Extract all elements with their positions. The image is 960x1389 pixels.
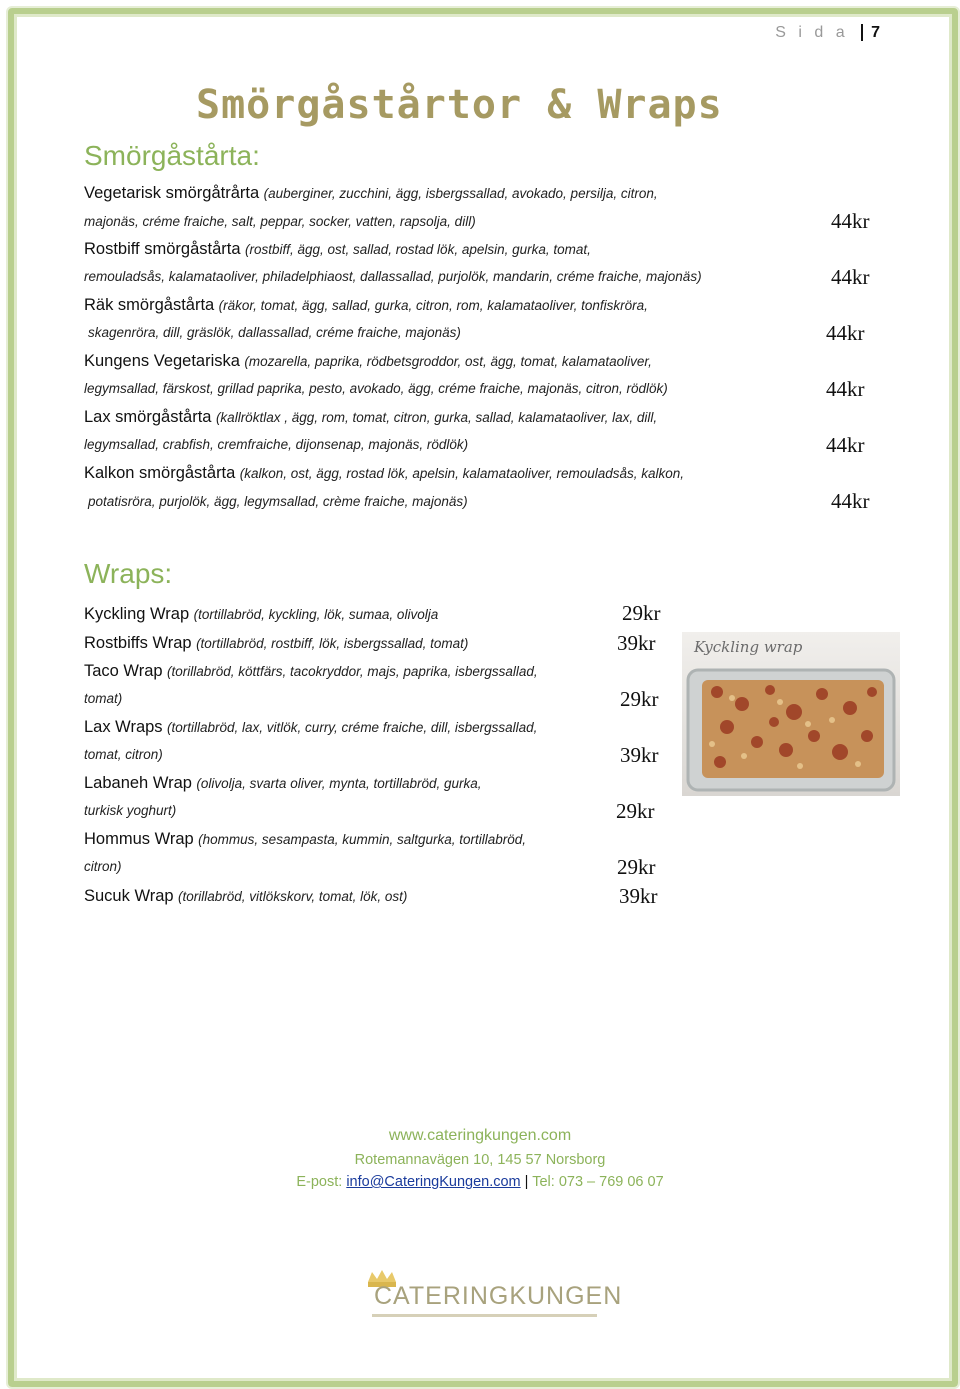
menu-item-desc: (kallröktlax , ägg, rom, tomat, citron, gurka, sallad, kalamataoliver, lax, dill, (215, 410, 658, 425)
menu-item-line (84, 296, 648, 315)
footer-address: Rotemannavägen 10, 145 57 Norsborg (354, 1152, 606, 1168)
menu-item-desc-cont: turkisk yoghurt) (84, 803, 177, 818)
footer-contact (0, 1174, 960, 1190)
menu-item-line (84, 718, 537, 737)
menu-item-price: 44kr (826, 377, 865, 401)
menu-item-line (84, 240, 591, 259)
menu-item-desc: (tortillabröd, rostbiff, lök, isbergssallad, tomat) (196, 636, 469, 651)
wrap-photo-image (682, 632, 900, 796)
page-number-value: 7 (861, 24, 880, 41)
menu-item-desc: (hommus, sesampasta, kummin, saltgurka, tortillabröd, (198, 832, 527, 847)
menu-item-desc: (olivolja, svarta oliver, mynta, tortillabröd, gurka, (196, 776, 482, 791)
menu-item-desc-cont: citron) (84, 859, 122, 874)
menu-item-desc: (räkor, tomat, ägg, sallad, gurka, citron, rom, kalamataoliver, tonfiskröra, (218, 298, 648, 313)
section-title-wraps: Wraps: (84, 558, 173, 589)
menu-item-desc-cont: tomat) (84, 691, 123, 706)
menu-item-name: Kyckling Wrap (84, 605, 190, 623)
menu-item-desc: (mozarella, paprika, rödbetsgroddor, ost, ägg, tomat, kalamataoliver, (244, 354, 652, 369)
menu-item-line (84, 774, 482, 793)
menu-item-name: Kungens Vegetariska (84, 352, 240, 370)
menu-item-line (84, 830, 526, 849)
menu-item-desc-cont: skagenröra, dill, gräslök, dallassallad, créme fraiche, majonäs) (88, 325, 461, 340)
menu-item-price: 29kr (622, 601, 661, 625)
menu-item-line (84, 464, 684, 483)
menu-item-line (84, 887, 407, 906)
menu-item-line (84, 408, 657, 427)
footer-separator: | (524, 1174, 529, 1190)
menu-item-price: 44kr (831, 209, 870, 233)
menu-item-line (84, 634, 468, 653)
menu-item-price: 39kr (620, 743, 659, 767)
menu-item-price: 39kr (617, 631, 656, 655)
section-title-smorgastarta: Smörgåstårta: (84, 140, 260, 171)
footer-phone: Tel: 073 – 769 06 07 (532, 1174, 664, 1190)
menu-item-price: 44kr (831, 489, 870, 513)
menu-item-price: 44kr (831, 265, 870, 289)
menu-item-name: Rostbiff smörgåstårta (84, 240, 241, 258)
menu-item-name: Hommus Wrap (84, 830, 194, 848)
menu-item-price: 44kr (826, 321, 865, 345)
menu-item-desc-cont: remouladsås, kalamataoliver, philadelphiaost, dallassallad, purjolök, mandarin, créme fraiche, majonäs) (84, 269, 702, 284)
menu-item-desc: (rostbiff, ägg, ost, sallad, rostad lök, apelsin, gurka, tomat, (244, 242, 591, 257)
cateringkungen-logo (362, 1268, 623, 1320)
menu-item-desc: (tortillabröd, kyckling, lök, sumaa, olivolja (193, 607, 439, 622)
page-number (775, 24, 880, 42)
kyckling-wrap-photo (682, 632, 900, 796)
menu-item-desc: (torillabröd, vitlökskorv, tomat, lök, ost) (178, 889, 408, 904)
menu-item-line (84, 352, 652, 371)
menu-item-desc: (kalkon, ost, ägg, rostad lök, apelsin, kalamataoliver, remouladsås, kalkon, (239, 466, 685, 481)
menu-item-price: 44kr (826, 433, 865, 457)
menu-item-line (84, 662, 538, 681)
menu-item-name: Lax smörgåstårta (84, 408, 212, 426)
menu-item-desc-cont: tomat, citron) (84, 747, 163, 762)
footer-website: www.cateringkungen.com (388, 1127, 572, 1144)
page-title: Smörgåstårtor & Wraps (196, 82, 723, 128)
logo-text: CATERINGKUNGEN (374, 1282, 623, 1310)
menu-item-desc-cont: legymsallad, färskost, grillad paprika, pesto, avokado, ägg, créme fraiche, majonäs, citron, rödlök) (84, 381, 668, 396)
page-label: S i d a (775, 24, 849, 41)
menu-item-desc: (torillabröd, köttfärs, tacokryddor, majs, paprika, isbergssallad, (167, 664, 538, 679)
menu-item-name: Sucuk Wrap (84, 887, 174, 905)
menu-item-name: Vegetarisk smörgåtrårta (84, 184, 260, 202)
menu-item-name: Räk smörgåstårta (84, 296, 215, 314)
menu-item-price: 29kr (617, 855, 656, 879)
menu-item-desc-cont: majonäs, créme fraiche, salt, peppar, socker, vatten, rapsolja, dill) (84, 214, 476, 229)
footer-email-prefix: E-post: (296, 1174, 347, 1190)
email-link[interactable]: info@CateringKungen.com (346, 1174, 521, 1190)
menu-item-name: Labaneh Wrap (84, 774, 192, 792)
menu-item-line (84, 605, 438, 624)
menu-item-line (84, 184, 658, 203)
menu-item-price: 39kr (619, 884, 658, 908)
menu-item-name: Rostbiffs Wrap (84, 634, 192, 652)
menu-item-name: Taco Wrap (84, 662, 163, 680)
photo-label: Kyckling wrap (694, 638, 803, 656)
menu-item-desc: (tortillabröd, lax, vitlök, curry, créme fraiche, dill, isbergssallad, (167, 720, 538, 735)
menu-item-desc-cont: legymsallad, crabfish, cremfraiche, dijonsenap, majonäs, rödlök) (84, 437, 469, 452)
menu-item-desc-cont: potatisröra, purjolök, ägg, legymsallad, crème fraiche, majonäs) (88, 494, 468, 509)
menu-item-price: 29kr (616, 799, 655, 823)
menu-item-name: Lax Wraps (84, 718, 163, 736)
menu-item-name: Kalkon smörgåstårta (84, 464, 236, 482)
menu-item-price: 29kr (620, 687, 659, 711)
menu-item-desc: (auberginer, zucchini, ägg, isbergssallad, avokado, persilja, citron, (263, 186, 658, 201)
